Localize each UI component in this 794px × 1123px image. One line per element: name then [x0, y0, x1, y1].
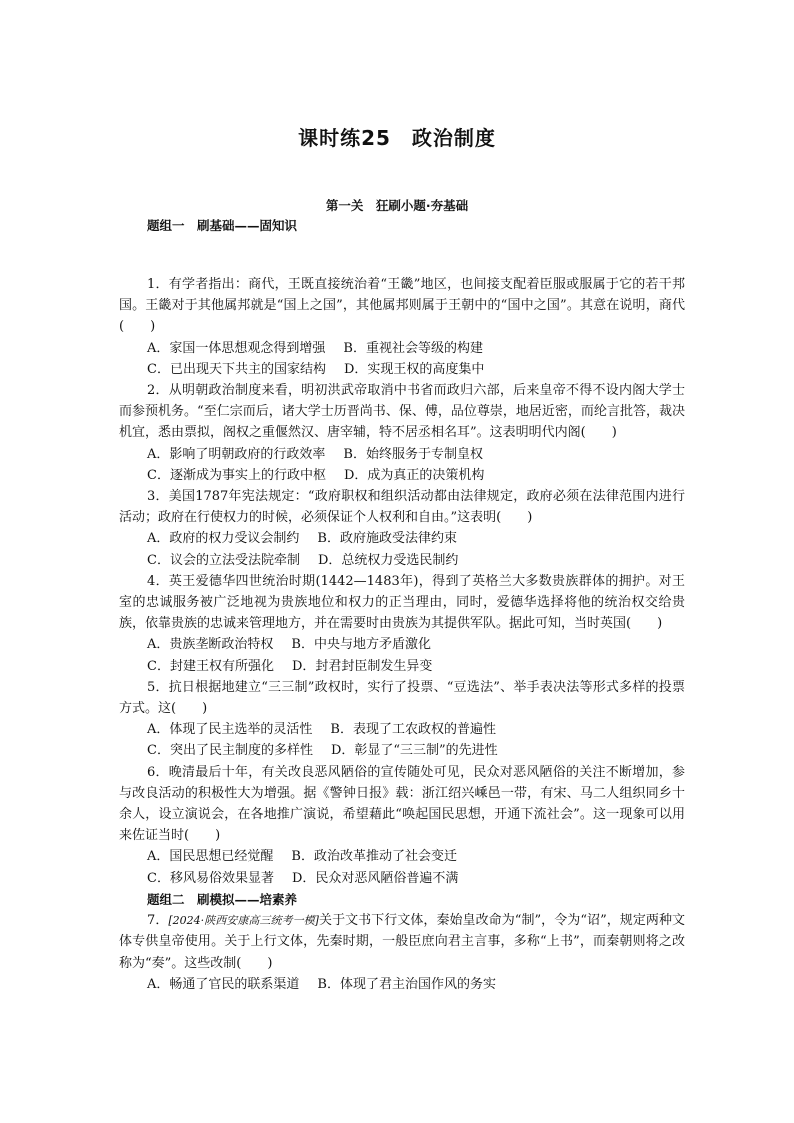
question-number: 7．: [147, 913, 169, 929]
option-b: B．中央与地方矛盾激化: [291, 637, 431, 653]
option-a: A．国民思想已经觉醒: [147, 849, 274, 865]
question-stem: 2．从明朝政治制度来看，明初洪武帝取消中书省而政归六部，后来皇帝不得不设内阁大学士而参预机务。“至仁宗而后，诸大学士历晋尚书、保、傅，品位尊崇，地居近密，而纶言批答，裁决机宜，悉由票拟，阁权之重偃然汉、唐宰辅，特不居丞相名耳”。这表明明代内阁( ): [119, 383, 685, 441]
options-row: [119, 846, 685, 867]
question-stem: 3．美国1787年宪法规定：“政府职权和组织活动都由法律规定，政府必须在法律范围内进行活动；政府在行使权力的时候，必须保证个人权利和自由。”这表明( ): [119, 489, 685, 526]
question-list: [119, 274, 685, 995]
option-d: D．实现王权的高度集中: [343, 361, 485, 377]
option-c: C．逐渐成为事实上的行政中枢: [147, 467, 326, 483]
option-b: B．政治改革推动了社会变迁: [291, 849, 457, 865]
option-a: A．畅通了官民的联系渠道: [147, 976, 300, 992]
options-row: [119, 338, 685, 359]
option-b: B．体现了君主治国作风的务实: [317, 976, 496, 992]
option-b: B．表现了工农政权的普遍性: [330, 722, 496, 738]
page-title: 课时练25 政治制度: [298, 126, 496, 150]
options-row: [119, 550, 685, 571]
question-stem: 4．英王爱德华四世统治时期(1442—1483年)，得到了英格兰大多数贵族群体的拥护。对王室的忠诚服务被广泛地视为贵族地位和权力的正当理由，同时，爱德华选择将他的统治权交给贵族，依靠贵族的忠诚来管理地方，并在需要时由贵族为其提供军队。据此可知，当时英国( ): [119, 573, 685, 632]
option-b: B．重视社会等级的构建: [343, 340, 483, 356]
section-heading: 第一关 狂刷小题·夯基础: [325, 198, 469, 213]
options-row: [119, 974, 685, 995]
option-d: D．总统权力受选民制约: [317, 552, 459, 568]
option-b: B．政府施政受法律约束: [317, 531, 457, 547]
options-row: [119, 528, 685, 549]
question-stem: 5．抗日根据地建立“三三制”政权时，实行了投票、“豆选法”、举手表决法等形式多样的投票方式。这( ): [119, 679, 685, 717]
question-stem: 6．晚清最后十年，有关改良恶风陋俗的宣传随处可见，民众对恶风陋俗的关注不断增加，参与改良活动的积极性大为增强。据《警钟日报》载：浙江绍兴嵊邑一带，有宋、马二人组织同乡十余人，设立演说会，在各地推广演说，希望藉此“唤起国民思想，开通下流社会”。这一现象可以用来佐证当时( ): [119, 764, 685, 844]
option-c: C．移风易俗效果显著: [147, 870, 274, 886]
question-stem: 1．有学者指出：商代，王既直接统治着“王畿”地区，也间接支配着臣服或服属于它的若干邦国。王畿对于其他属邦就是“国上之国”，其他属邦则属于王朝中的“国中之国”。其意在说明，商代( ): [119, 277, 685, 335]
option-c: C．已出现天下共主的国家结构: [147, 361, 326, 377]
option-a: A．贵族垄断政治特权: [147, 637, 274, 653]
options-row: [119, 719, 685, 740]
option-b: B．始终服务于专制皇权: [343, 446, 483, 462]
options-row: [119, 444, 685, 465]
option-d: D．彰显了“三三制”的先进性: [330, 743, 498, 759]
question-stem: [119, 910, 685, 974]
question-source: [2024·陕西安康高三统考一模]: [168, 914, 319, 928]
options-row: [119, 634, 685, 655]
option-c: C．突出了民主制度的多样性: [147, 743, 313, 759]
options-row: [119, 465, 685, 486]
question-text: 关于文书下行文体，秦始皇改命为“制”，令为“诏”，规定两种文体专供皇帝使用。关于上行文体，先秦时期，一般臣庶向君主言事，多称“上书”，而秦朝则将之改称为“奏”。这些改制( ): [119, 913, 685, 971]
options-row: [119, 359, 685, 380]
option-a: A．家国一体思想观念得到增强: [147, 340, 326, 356]
group-heading-1: 题组一 刷基础——固知识: [147, 218, 298, 233]
group-heading-2: 题组二 刷模拟——培素养: [147, 891, 298, 907]
option-c: C．议会的立法受法院牵制: [147, 552, 300, 568]
options-row: [119, 868, 685, 889]
options-row: [119, 740, 685, 761]
option-c: C．封建王权有所强化: [147, 658, 274, 674]
option-d: D．成为真正的决策机构: [343, 467, 485, 483]
option-d: D．封君封臣制发生异变: [291, 658, 433, 674]
option-d: D．民众对恶风陋俗普遍不满: [291, 870, 459, 886]
option-a: A．体现了民主选举的灵活性: [147, 722, 313, 738]
option-a: A．政府的权力受议会制约: [147, 531, 300, 547]
options-row: [119, 656, 685, 677]
option-a: A．影响了明朝政府的行政效率: [147, 446, 326, 462]
